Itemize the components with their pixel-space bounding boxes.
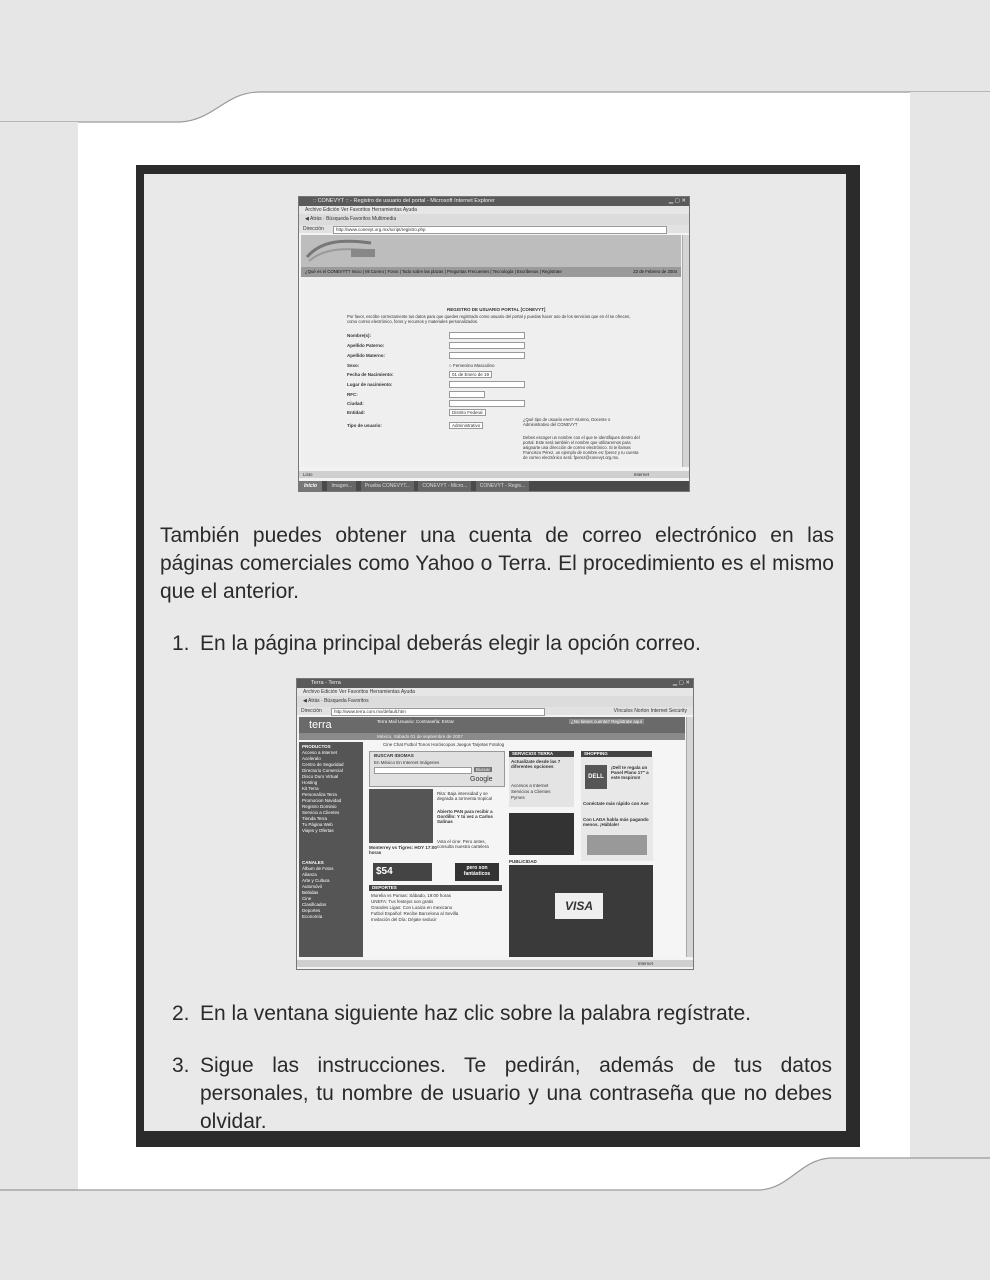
publicity-label: PUBLICIDAD: [509, 859, 537, 864]
scrollbar[interactable]: [686, 717, 693, 957]
step-number: 3.: [172, 1054, 190, 1077]
terra-services-header: SERVICIOS TERRA: [509, 751, 574, 757]
products-title: PRODUCTOS: [302, 744, 331, 749]
rfc-input[interactable]: [449, 391, 485, 398]
address-input: http://www.terra.com.mx/default.htm: [331, 708, 545, 716]
register-link[interactable]: ¿No tienes cuenta? Regístrate aquí: [571, 719, 643, 724]
entity-select[interactable]: Distrito Federal: [449, 409, 486, 416]
sidebar-item[interactable]: Registro Dominio: [302, 804, 337, 809]
terra-sidebar: [299, 742, 363, 957]
taskbar: [299, 481, 689, 491]
field-label: Apellido Paterno:: [347, 343, 385, 348]
site-nav: ¿Qué es el CONEVYT? Inicio | Mi Correo | Foros | Todo sobre las plazas | Preguntas Frecuentes | Tecnología | Escríbenos | Regístrate 23 de Febrero de 2004: [301, 267, 681, 277]
sidebar-item[interactable]: Aceleralo: [302, 756, 321, 761]
step-number: 1.: [172, 632, 190, 655]
dell-ad[interactable]: ¡Dell te regala un Panel Plano 17" a este Inspiron!: [611, 765, 649, 780]
terra-date: México, Sábado 01 de septiembre de 2007: [299, 733, 685, 740]
promo-price[interactable]: $54: [373, 863, 432, 881]
sidebar-item[interactable]: Promocion Navidad: [302, 798, 342, 803]
sports-header: DEPORTES: [369, 885, 502, 891]
start-button[interactable]: Inicio: [299, 481, 322, 491]
terra-logo: terra: [309, 719, 332, 731]
shopping-header: SHOPPING: [581, 751, 652, 757]
form-intro: Por favor, escribe correctamente tus datos para que quedes registrado como usuario del portal y puedas hacer uso de los servicios que en él se ofrecen, como correo electrónico, foros y recursos y materiales personalizados.: [347, 314, 631, 324]
visa-ad[interactable]: [509, 865, 653, 957]
field-label: RFC:: [347, 392, 358, 397]
step-number: 2.: [172, 1002, 190, 1025]
birth-date-select[interactable]: 01 de Enero de 19: [449, 371, 492, 378]
news-item[interactable]: Abierto PAN para recibir a Gordillo: Y tú vez a Carlos Salinas: [437, 809, 493, 824]
window-controls-icon: ▁ ▢ ✕: [672, 680, 690, 686]
terra-services-box: [509, 757, 574, 807]
field-label: Tipo de usuario:: [347, 423, 382, 428]
middle-ad: [509, 813, 574, 855]
address-bar: Dirección http://www.terra.com.mx/default.htm Vínculos Norton Internet Security: [297, 707, 693, 715]
services-item[interactable]: Actualízate desde las 7 diferentes opciones: [511, 759, 561, 769]
step-text: En la ventana siguiente haz clic sobre la palabra regístrate.: [200, 1002, 751, 1025]
first-name-input[interactable]: [449, 332, 525, 339]
user-type-help: ¿Qué tipo de usuario eres? Alumno, Docente o Administrativo del CONEVYT: [523, 417, 611, 427]
field-label: Nombre(s):: [347, 333, 372, 338]
site-header: [301, 235, 681, 267]
registration-form: [301, 277, 681, 467]
toolbar: ◀ Atrás · Búsqueda Favoritos: [297, 696, 693, 707]
user-type-select[interactable]: Administrativo: [449, 422, 483, 429]
sidebar-item[interactable]: Viajes y Ofertas: [302, 828, 334, 833]
news-item[interactable]: Vota el cine: Pero antes, consulta nuestra cartelera: [437, 839, 489, 849]
shopping-box: [581, 757, 653, 861]
lada-ad[interactable]: Con LADA habla más pagando menos. ¡Háblale!: [583, 817, 649, 827]
sidebar-item[interactable]: Álbum de Fotos: [302, 866, 334, 871]
birthplace-input[interactable]: [449, 381, 525, 388]
screenshot-conevyt-registration: [298, 196, 690, 492]
menu-bar: Archivo Edición Ver Favoritos Herramientas Ayuda: [297, 688, 693, 696]
promo-text[interactable]: pero son fantásticos: [455, 863, 499, 881]
sidebar-item[interactable]: Arte y Cultura: [302, 878, 330, 883]
taskbar-item[interactable]: CONEVYT - Regis...: [476, 481, 529, 491]
dell-logo: DELL: [585, 765, 607, 789]
sidebar-item[interactable]: Tienda Terra: [302, 816, 328, 821]
back-icon: ◀: [303, 698, 307, 704]
sports-item[interactable]: Futbol Español: Recibe Barcelona al Sevilla: [371, 911, 459, 916]
address-bar: Dirección http://www.conevyt.org.mx/script/registro.php: [299, 225, 689, 233]
terra-channel-tabs[interactable]: Cine Chat Futbol Tonos Horóscopos Juegos Tarjetas Fotolog: [383, 742, 505, 747]
status-bar: Internet: [297, 960, 693, 967]
sidebar-item[interactable]: Centro de Seguridad: [302, 762, 344, 767]
sidebar-item[interactable]: Alianza: [302, 872, 317, 877]
city-input[interactable]: [449, 400, 525, 407]
terra-header: [299, 717, 685, 733]
services-item[interactable]: Pymes: [511, 795, 525, 800]
address-input: http://www.conevyt.org.mx/script/registro.php: [333, 226, 667, 234]
search-input[interactable]: [374, 767, 472, 774]
sports-item[interactable]: Invitación del Día: Déjate seducir: [371, 917, 437, 922]
maternal-surname-input[interactable]: [449, 352, 525, 359]
step-text: Sigue las instrucciones. Te pedirán, además de tus datos personales, tu nombre de usuario y una contraseña que no debes olvidar.: [200, 1054, 832, 1133]
sidebar-item[interactable]: Personaliza Terra: [302, 792, 337, 797]
taskbar-item[interactable]: Prueba CONEVYT...: [361, 481, 414, 491]
field-label: Ciudad:: [347, 401, 364, 406]
field-label: Lugar de nacimiento:: [347, 382, 393, 387]
sidebar-item[interactable]: Cine: [302, 896, 312, 901]
search-button[interactable]: Buscar: [476, 767, 491, 772]
field-label: Fecha de Nacimiento:: [347, 372, 394, 377]
sidebar-item[interactable]: Disco Duro Virtual: [302, 774, 339, 779]
step-text: En la página principal deberás elegir la opción correo.: [200, 632, 701, 655]
conevyt-logo-icon: [301, 235, 381, 265]
field-label: Sexo:: [347, 363, 360, 368]
channels-title: CANALES: [302, 860, 324, 865]
visa-logo: VISA: [555, 893, 603, 919]
scrollbar[interactable]: [682, 235, 689, 467]
form-title: REGISTRO DE USUARIO PORTAL [CONEVYT]: [447, 307, 546, 312]
news-item[interactable]: Rita: Baja intensidad y se degrada a tormenta tropical: [437, 791, 493, 801]
ad-image: [587, 835, 647, 855]
google-logo: Google: [470, 776, 493, 783]
news-item[interactable]: Monterrey vs Tigres: HOY 17:00 horas: [369, 845, 437, 855]
username-help: Debes escoger un nombre con el que te identifiques dentro del portal. Este será también el nombre que utilizaremos para asignarte una dirección de correo electrónico. Si te llamas Francisco Pérez, un ejemplo de nombre es: fperez y tu cuenta de correo electrónico será: fperez@conevyt.org.mx.: [523, 435, 640, 460]
menu-bar: Archivo Edición Ver Favoritos Herramientas Ayuda: [299, 206, 689, 214]
intro-paragraph: También puedes obtener una cuenta de correo electrónico en las páginas comerciales como Yahoo o Terra. El procedimiento es el mismo que el anterior.: [160, 524, 834, 603]
axe-ad[interactable]: Conéctate más rápido con Axe: [583, 801, 649, 806]
taskbar-item[interactable]: CONEVYT - Micro...: [418, 481, 471, 491]
sidebar-item[interactable]: Automóvil: [302, 884, 322, 889]
window-titlebar: Terra - Terra ▁ ▢ ✕: [297, 679, 693, 688]
terra-page: [299, 717, 685, 957]
paternal-surname-input[interactable]: [449, 342, 525, 349]
sex-radio-group[interactable]: ○ Femenino Masculino: [449, 363, 495, 368]
sidebar-item[interactable]: Economía: [302, 914, 323, 919]
services-item[interactable]: Accesos a Internet: [511, 783, 549, 788]
sidebar-item[interactable]: Deportes: [302, 908, 321, 913]
sports-item[interactable]: UNEFA: Tus festejos son gratis: [371, 899, 434, 904]
news-image: [369, 789, 433, 843]
sidebar-item[interactable]: Clasificados: [302, 902, 327, 907]
sports-item[interactable]: Grandes Ligas: Con Loaiza en mexicano: [371, 905, 453, 910]
window-titlebar: :: CONEVYT :: - Registro de usuario del portal - Microsoft Internet Explorer ▁ ▢ ✕: [299, 197, 689, 206]
field-label: Entidad:: [347, 410, 365, 415]
services-item[interactable]: Servicios a Clientes: [511, 789, 551, 794]
toolbar: ◀ Atrás · Búsqueda Favoritos Multimedia: [299, 214, 689, 225]
window-controls-icon: ▁ ▢ ✕: [668, 198, 686, 204]
field-label: Apellido Materno:: [347, 353, 385, 358]
sidebar-item[interactable]: Acceso a Internet: [302, 750, 338, 755]
search-options[interactable]: En México En Internet Imágenes: [374, 760, 440, 765]
taskbar-item[interactable]: Imagen...: [327, 481, 356, 491]
sidebar-item[interactable]: Servicio a Clientes: [302, 810, 340, 815]
sidebar-item[interactable]: Hosting: [302, 780, 318, 785]
sidebar-item[interactable]: Kit Terra: [302, 786, 319, 791]
back-icon: ◀: [305, 216, 309, 222]
sidebar-item[interactable]: Bebidas: [302, 890, 319, 895]
search-box: [369, 751, 505, 787]
sports-item[interactable]: Morelia vs Pumas: Sábado, 19:00 horas: [371, 893, 452, 898]
terra-login: Terra Mail Usuario: Contraseña: Entrar: [377, 719, 455, 724]
search-tabs[interactable]: BUSCAR IDIOMAS: [374, 753, 414, 758]
screenshot-terra-homepage: [296, 678, 694, 970]
sidebar-item[interactable]: Tu Página Web: [302, 822, 333, 827]
status-bar: Listo Internet: [299, 471, 689, 478]
sidebar-item[interactable]: Directorio Comercial: [302, 768, 343, 773]
